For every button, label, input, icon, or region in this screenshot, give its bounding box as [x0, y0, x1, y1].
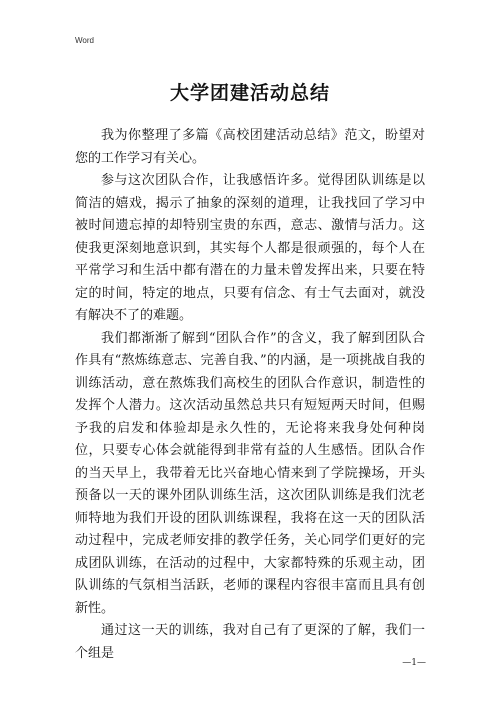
document-title: 大学团建活动总结	[169, 82, 330, 104]
paragraph-intro: 我为你整理了多篇《高校团建活动总结》范文，盼望对您的工作学习有关心。	[75, 128, 425, 166]
paragraph-training: 通过这一天的训练，我对自己有了更深的了解，我们一个组是	[75, 623, 425, 661]
paragraph-teamwork: 我们都渐渐了解到“团队合作”的含义，我了解到团队合作具有“熬炼练意志、完善自我、”的内涵，是一项挑战自我的训练活动，意在熬炼我们高校生的团队合作意识，制造性的发挥个人潜力。这次活动虽然总共只有短短两天时间，但赐予我的启发和体验却是永久性的，无论将来我身处何种岗位，只要专心体会就能得到非常有益的人生感悟。团队合作的当天早上，我带着无比兴奋地心情来到了学院操场，开头预备以一天的课外团队训练生活，这次团队训练是我们沈老师特地为我们开设的团队训练课程，我将在这一天的团队活动过程中，完成老师安排的教学任务，关心同学们更好的完成团队训练，在活动的过程中，大家都特殊的乐观主动，团队训练的气氛相当活跃，老师的课程内容很丰富而且具有创新性。	[75, 330, 425, 616]
page-number: —1—	[402, 658, 426, 668]
document-body	[75, 125, 425, 665]
header-label: Word	[75, 36, 94, 45]
paragraph-reflection: 参与这次团队合作，让我感悟许多。觉得团队训练是以简洁的嬉戏，揭示了抽象的深刻的道理，让我找回了学习中被时间遗忘掉的却特别宝贵的东西，意志、激情与活力。这使我更深刻地意识到，其实每个人都是很顽强的，每个人在平常学习和生活中都有潜在的力量未曾发挥出来，只要在特定的时间，特定的地点，只要有信念、有士气去面对，就没有解决不了的难题。	[75, 173, 425, 323]
